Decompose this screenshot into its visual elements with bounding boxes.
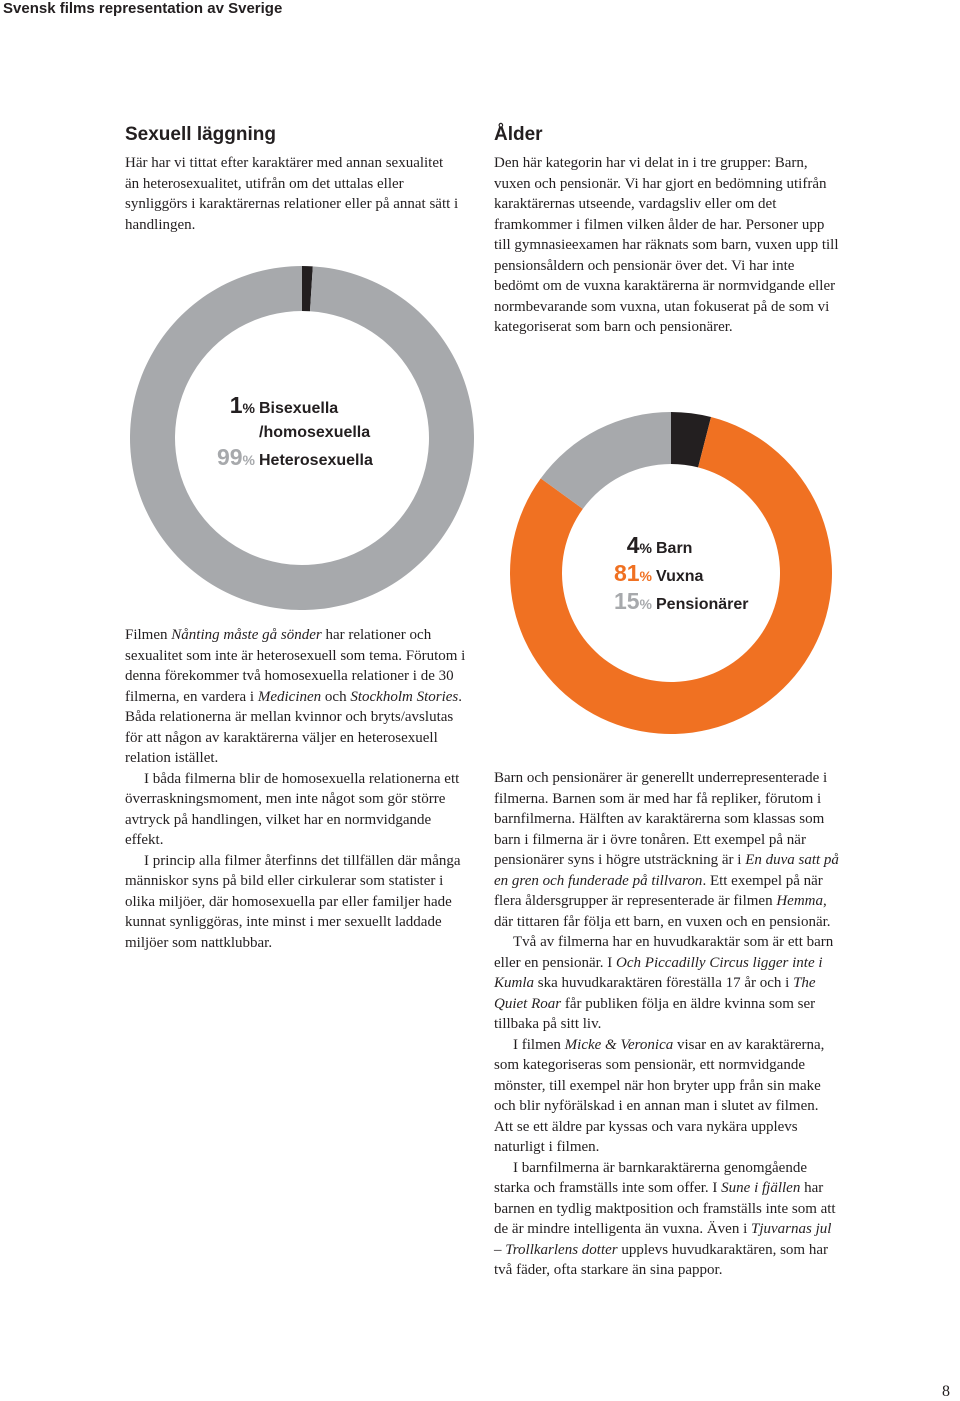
sexual-body-paragraph: Filmen Nånting måste gå sönder har relationer och sexualitet som inte är heterosexuell som tema. Förutom i denna förekommer två homosexuella relationer i de 30 filmerna, en vardera i Medicinen och Stockholm Stories. Båda relationerna är mellan kvinnor och bryts/avslutas för att någon av karaktärerna väljer en heterosexuell relation istället.: [125, 627, 466, 766]
sexual-body: [125, 625, 470, 953]
legend-entry: [610, 589, 810, 617]
legend-value: 15%: [613, 588, 652, 614]
legend-label: Barn: [656, 540, 693, 557]
sexual-intro: [125, 153, 460, 235]
legend-entry: [610, 533, 810, 561]
legend-label: Heterosexuella: [259, 452, 373, 469]
age-intro: [494, 153, 839, 338]
sexual-body-paragraph: I båda filmerna blir de homosexuella relationerna ett överraskningsmoment, men inte något som gör större avtryck på handlingen, vilket har en normvidgande effekt.: [125, 770, 460, 848]
legend-label: /homosexuella: [259, 424, 371, 441]
legend-label: Pensionärer: [656, 596, 749, 613]
legend-label: Bisexuella: [259, 400, 339, 417]
age-body-paragraph: I filmen Micke & Veronica visar en av karaktärerna, som kategoriseras som pensionär, ett normvidgande mönster, till exempel när hon bryter upp från sin make och blir nyförälskad i en annan man i slutet av filmen. Att se ett äldre par kyssas och vara nykära upplevs naturligt i filmen.: [494, 1036, 825, 1155]
legend-value: 99%: [216, 444, 255, 470]
age-body-paragraph: I barnfilmerna är barnkaraktärerna genomgående starka och framställs inte som offer. I Sune i fjällen har barnen en tydlig maktposition och framställs inte som att de är mindre intelligenta än vuxna. Även i Tjuvarnas jul – Trollkarlens dotter upplevs huvudkaraktären, som har två fäder, ofta starkare än sina pappor.: [494, 1159, 836, 1278]
legend-label: Vuxna: [656, 568, 704, 585]
page-number: 8: [942, 1383, 950, 1400]
sexual-intro-text: Här har vi tittat efter karaktärer med annan sexualitet än heterosexualitet, utifrån om det uttalas eller synliggörs i karaktärernas relationer eller på annat sätt i handlingen.: [125, 155, 459, 233]
age-body: [494, 768, 839, 1281]
legend-entry: [610, 561, 810, 589]
age-body-paragraph: Två av filmerna har en huvudkaraktär som är ett barn eller en pensionär. I Och Piccadilly Circus ligger inte i Kumla ska huvudkaraktären föreställa 17 år och i The Quiet Roar får publiken följa en äldre kvinna som ser tillbaka på sitt liv.: [494, 934, 834, 1032]
age-heading: Ålder: [494, 124, 543, 145]
legend-entry: [205, 445, 425, 473]
legend-value: 81%: [613, 560, 652, 586]
sexual-heading: Sexuell läggning: [125, 124, 276, 145]
age-legend: [610, 533, 810, 617]
legend-value: 1%: [229, 392, 255, 418]
age-intro-text: Den här kategorin har vi delat in i tre grupper: Barn, vuxen och pensionär. Vi har gjort en bedömning utifrån karaktärernas utseende, vardagsliv eller om det framkommer i filmen vilken ålder de har. Personer upp till gymnasieexamen har räknats som barn, vuxen upp till pensionsåldern och pensionär över det. Vi har inte bedömt om de vuxna karaktärerna är normvidgande eller normbevarande som vuxna, utan fokuserat på de som vi kategoriserat som barn och pensionärer.: [494, 155, 839, 335]
sexual-legend: [205, 393, 425, 473]
legend-value: 4%: [626, 532, 652, 558]
sexual-body-paragraph: I princip alla filmer återfinns det tillfällen där många människor syns på bild eller cirkulerar som statister i olika miljöer, där homosexuella par eller familjer hade kunnat synliggöras, inte minst i mer sexuellt laddade miljöer som nattklubbar.: [125, 852, 461, 951]
running-header: Svensk films representation av Sverige: [3, 0, 283, 17]
legend-entry: [205, 393, 425, 421]
age-body-paragraph: Barn och pensionärer är generellt underrepresenterade i filmerna. Barnen som är med har få repliker, förutom i barnfilmerna. Hälften av karaktärerna som klassas som barn i filmerna är i övre tonåren. Ett exempel på när pensionärer syns i högre utsträckning är i En duva satt på en gren och funderade på tillvaron. Ett exempel på när flera åldersgrupper är representerade är filmen Hemma, där tittaren får följa ett barn, en vuxen och en pensionär.: [494, 770, 839, 930]
legend-entry: [205, 421, 425, 445]
